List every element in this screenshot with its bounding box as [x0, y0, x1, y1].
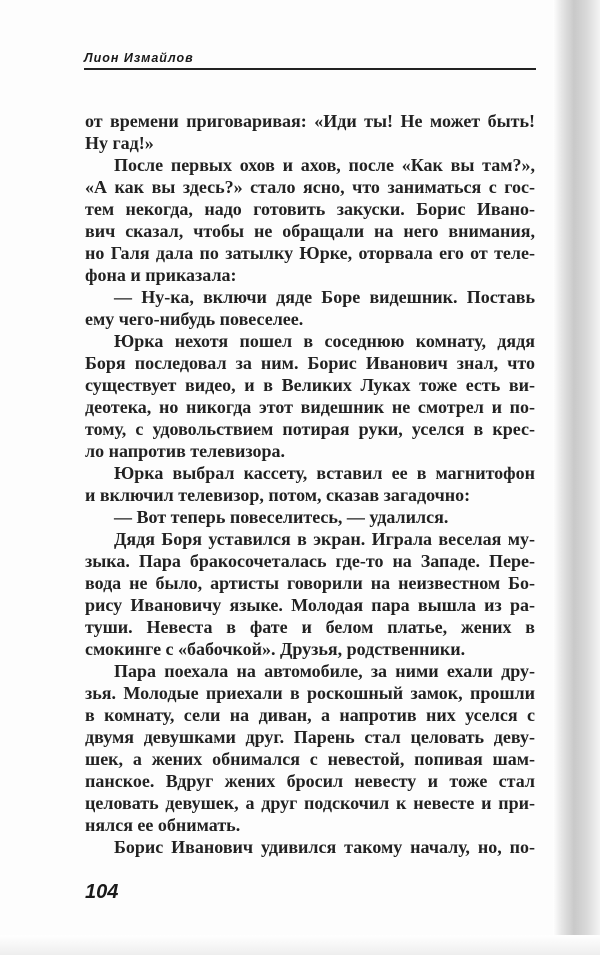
text-line: Боря последовал за ним. Борис Иванович знал, что [85, 353, 535, 373]
text-line: — Ну-ка, включи дяде Боре видешник. Поставь [114, 287, 535, 307]
text-line: После первых охов и ахов, после «Как вы там?», [114, 155, 535, 175]
text-line: Юрка нехотя пошел в соседнюю комнату, дядя [114, 331, 535, 351]
text-line: но Галя дала по затылку Юрке, оторвала его от теле- [85, 243, 535, 263]
text-line: тому, с удовольствием потирая руки, уселся в крес- [85, 419, 535, 439]
page-number: 104 [85, 881, 119, 903]
page-edge-shadow [553, 0, 600, 955]
text-line: в комнату, сели на диван, а напротив них уселся с [85, 705, 535, 725]
text-line: рису Ивановичу языке. Молодая пара вышла из ра- [85, 595, 535, 615]
text-line: двумя девушками друг. Парень стал целовать деву- [85, 727, 535, 747]
text-line: зья. Молодые приехали в роскошный замок, прошли [85, 683, 535, 703]
text-line: Пара поехала на автомобиле, за ними ехали дру- [114, 661, 535, 681]
text-line: ло напротив телевизора. [85, 441, 285, 461]
text-line: деотека, но никогда этот видешник не смотрел и по- [85, 397, 535, 417]
text-line: панское. Вдруг жених бросил невесту и тоже стал [85, 771, 535, 791]
text-line: Борис Иванович удивился такому началу, но, по- [114, 837, 535, 857]
page-bottom-shade [0, 935, 600, 955]
text-line: Ну гад!» [85, 133, 154, 153]
text-line: вич сказал, чтобы не обращали на него внимания, [85, 221, 535, 241]
text-line: смокинге с «бабочкой». Друзья, родственники. [85, 639, 466, 659]
text-line: шек, а жених обнимался с невестой, попивая шам- [85, 749, 535, 769]
text-line: Юрка выбрал кассету, вставил ее в магнитофон [114, 463, 535, 483]
running-head: Лион Измайлов [84, 51, 194, 65]
text-line: тем некогда, надо готовить закуски. Борис Ивано- [85, 199, 535, 219]
text-line: целовать девушек, а друг подскочил к невесте и при- [85, 793, 535, 813]
text-line: туши. Невеста в фате и белом платье, жених в [85, 617, 535, 637]
body-text [85, 110, 535, 858]
text-line: зыка. Пара бракосочеталась где-то на Западе. Пере- [85, 551, 535, 571]
text-line: — Вот теперь повеселитесь, — удалился. [114, 507, 449, 527]
text-line: нялся ее обнимать. [85, 815, 241, 835]
text-line: от времени приговаривая: «Иди ты! Не может быть! [85, 111, 535, 131]
text-line: и включил телевизор, потом, сказав загадочно: [85, 485, 471, 505]
text-line: «А как вы здесь?» стало ясно, что заниматься с гос- [85, 177, 535, 197]
text-line: Дядя Боря уставился в экран. Играла веселая му- [114, 529, 535, 549]
text-line: вода не было, артисты говорили на неизвестном Бо- [85, 573, 535, 593]
text-line: ему чего-нибудь повеселее. [85, 309, 304, 329]
text-line: фона и приказала: [85, 265, 237, 285]
header-rule [84, 68, 536, 70]
text-line: существует видео, и в Великих Луках тоже есть ви- [85, 375, 535, 395]
